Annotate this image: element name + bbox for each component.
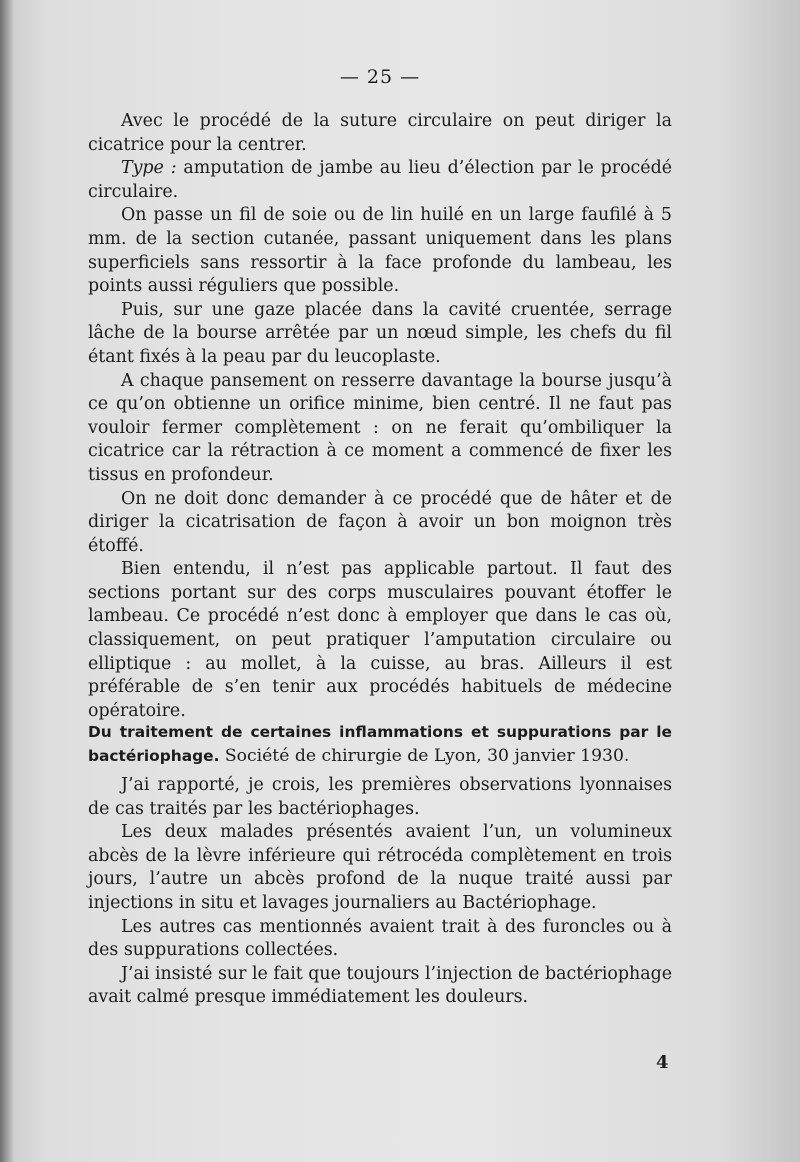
paragraph: On ne doit donc demander à ce procédé que de hâter et de diriger la cicatrisation de façon à avoir un bon moignon très étoffé.: [88, 488, 672, 556]
paragraph: J’ai insisté sur le fait que toujours l’injection de bactériophage avait calmé presque immédiatement les douleurs.: [88, 963, 672, 1008]
signature-mark: 4: [656, 1052, 669, 1073]
binding-shadow: [0, 0, 14, 1162]
paragraph: Bien entendu, il n’est pas applicable partout. Il faut des sections portant sur des corps musculaires pouvant étoffer le lambeau. Ce procédé n’est donc à employer que dans le cas où, classiquement, on peut pratiquer l’amputation circulaire ou elliptique : au mollet, à la cuisse, au bras. Ailleurs il est préférable de s’en tenir aux procédés habituels de médecine opératoire.: [88, 559, 672, 721]
paragraph: Puis, sur une gaze placée dans la cavité cruentée, serrage lâche de la bourse arrêtée par un nœud simple, les chefs du fil étant fixés à la peau par du leucoplaste.: [88, 299, 672, 367]
paragraph: On passe un fil de soie ou de lin huilé en un large faufilé à 5 mm. de la section cutanée, passant uniquement dans les plans superficiels sans ressortir à la face profonde du lambeau, les points aussi réguliers que possible.: [88, 205, 672, 297]
article-heading: [88, 721, 672, 768]
type-text: amputation de jambe au lieu d’élection par le procédé circulaire.: [88, 158, 672, 202]
type-paragraph: [88, 157, 672, 204]
bacteriophage-section: [88, 774, 672, 1010]
paragraph: J’ai rapporté, je crois, les premières observations lyonnaises de cas traités par les bactériophages.: [88, 775, 672, 819]
article-source: Société de chirurgie de Lyon, 30 janvier 1930.: [219, 745, 630, 766]
page-number: — 25 —: [339, 66, 421, 88]
type-label: Type :: [121, 158, 177, 179]
paragraph: Les autres cas mentionnés avaient trait à des furoncles ou à des suppurations collectées.: [88, 916, 672, 961]
paragraph: A chaque pansement on resserre davantage la bourse jusqu’à ce qu’on obtienne un orifice minime, bien centré. Il ne faut pas vouloir fermer complètement : on ne ferait qu’ombiliquer la cicatrice car la rétraction à ce moment a commencé de fixer les tissus en profondeur.: [88, 370, 672, 485]
paragraph: Les deux malades présentés avaient l’un, un volumineux abcès de la lèvre inférieure qui rétrocéda complètement en trois jours, l’autre un abcès profond de la nuque traité aussi par injections in situ et lavages journaliers au Bactériophage.: [88, 822, 672, 913]
bacteriophage-heading-block: [88, 721, 672, 768]
amputation-section: [88, 110, 672, 723]
paragraph: Avec le procédé de la suture circulaire on peut diriger la cicatrice pour la centrer.: [88, 111, 672, 155]
article-title: Du traitement de certaines inflammations et suppurations par le bactériophage.: [88, 723, 672, 765]
